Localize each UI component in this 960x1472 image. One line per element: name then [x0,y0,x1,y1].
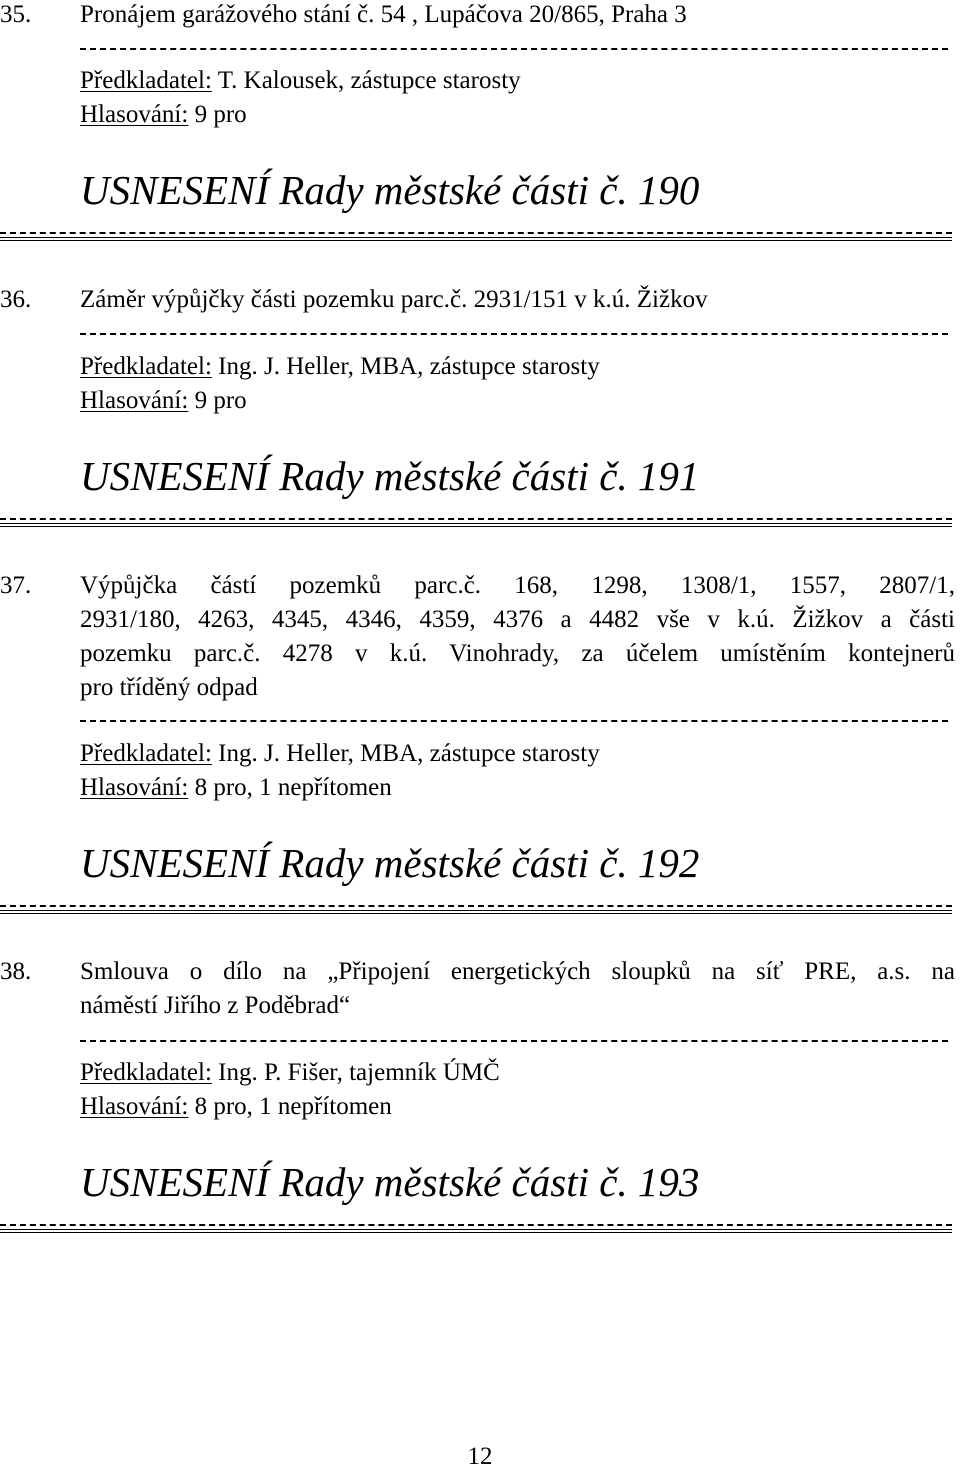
proposer-label: Předkladatel: [80,740,212,767]
item-36-title: Záměr výpůjčky části pozemku parc.č. 2931/151 v k.ú. Žižkov [80,286,708,313]
item-36-proposer [80,352,600,382]
vote-label: Hlasování: [80,774,189,801]
item-37-vote [80,773,392,803]
resolution-190-heading: USNESENÍ Rady městské části č. 190 [80,167,700,213]
item-36-number: 36. [0,286,32,313]
proposer-label: Předkladatel: [80,67,212,94]
item-37-number: 37. [0,572,32,599]
vote-result: 8 pro, 1 nepřítomen [194,1093,392,1120]
proposer-name: Ing. J. Heller, MBA, zástupce starosty [218,740,600,767]
resolution-192-separator [0,905,952,913]
item-37-title-line-2: 2931/180, 4263, 4345, 4346, 4359, 4376 a 4482 vše v k.ú. Žižkov a části [80,606,955,633]
proposer-name: T. Kalousek, zástupce starosty [217,67,521,94]
item-37-proposer [80,739,600,769]
resolution-191-heading: USNESENÍ Rady městské části č. 191 [80,453,700,499]
resolution-190-separator [0,232,952,240]
page-number: 12 [467,1443,493,1470]
item-35-divider [80,48,948,50]
resolution-192-heading: USNESENÍ Rady městské části č. 192 [80,840,700,886]
item-38-title-line-1: Smlouva o dílo na „Připojení energetických sloupků na síť PRE, a.s. na [80,958,955,985]
item-38-vote [80,1092,392,1122]
item-38-divider [80,1040,948,1042]
vote-label: Hlasování: [80,1093,189,1120]
item-35-title: Pronájem garážového stání č. 54 , Lupáčova 20/865, Praha 3 [80,1,687,28]
proposer-name: Ing. P. Fišer, tajemník ÚMČ [218,1059,500,1086]
vote-label: Hlasování: [80,387,189,414]
item-35-proposer [80,66,521,96]
item-36-vote [80,386,247,416]
vote-result: 9 pro [194,387,247,414]
item-37-title-line-1: Výpůjčka částí pozemků parc.č. 168, 1298, 1308/1, 1557, 2807/1, [80,572,955,599]
item-37-divider [80,720,948,722]
vote-result: 9 pro [194,101,247,128]
vote-label: Hlasování: [80,101,189,128]
proposer-name: Ing. J. Heller, MBA, zástupce starosty [218,353,600,380]
vote-result: 8 pro, 1 nepřítomen [194,774,392,801]
item-37-title-line-3: pozemku parc.č. 4278 v k.ú. Vinohrady, za účelem umístěním kontejnerů [80,640,955,667]
item-35-vote [80,100,247,130]
proposer-label: Předkladatel: [80,1059,212,1086]
item-35-number: 35. [0,1,32,28]
resolution-193-heading: USNESENÍ Rady městské části č. 193 [80,1159,700,1205]
resolution-191-separator [0,518,952,526]
resolution-193-separator [0,1224,952,1232]
proposer-label: Předkladatel: [80,353,212,380]
item-37-title-line-4: pro tříděný odpad [80,674,258,701]
item-38-title-line-2: náměstí Jiřího z Poděbrad“ [80,992,351,1019]
item-36-divider [80,333,948,335]
item-38-number: 38. [0,958,32,985]
item-38-proposer [80,1058,500,1088]
